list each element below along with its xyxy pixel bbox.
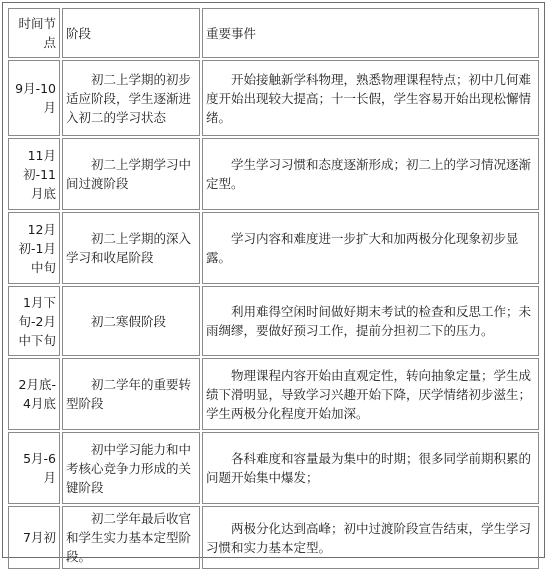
row-stage	[62, 138, 200, 210]
row-time-node: 1月下旬-2月中下旬	[8, 286, 60, 356]
row-time-node: 11月初-11月底	[8, 138, 60, 210]
table-row	[8, 432, 539, 504]
row-event-text: 两极分化达到高峰；初中过渡阶段宣告结束，学生学习习惯和实力基本定型。	[206, 520, 532, 555]
row-stage	[62, 358, 200, 430]
row-event-text: 学生学习习惯和态度逐渐形成；初二上的学习情况逐渐定型。	[206, 157, 532, 191]
table-row	[8, 506, 539, 569]
row-stage-text: 初二学年的重要转型阶段	[66, 377, 192, 411]
header-stage: 阶段	[62, 8, 200, 58]
row-time-node: 7月初	[8, 506, 60, 569]
row-stage	[62, 60, 200, 136]
row-time-node: 9月-10月	[8, 60, 60, 136]
row-stage	[62, 432, 200, 504]
row-event-text: 物理课程内容开始由直观定性，转向抽象定量；学生成绩下滑明显，导致学习兴趣开始下降，厌学情绪初步滋生；学生两极分化程度开始加深。	[206, 367, 532, 421]
header-time-node: 时间节点	[8, 8, 60, 58]
table-row	[8, 358, 539, 430]
row-time-node: 2月底-4月底	[8, 358, 60, 430]
table-row	[8, 286, 539, 356]
row-stage-text: 初二寒假阶段	[91, 313, 167, 329]
row-stage-text: 初中学习能力和中考核心竞争力形成的关键阶段	[66, 441, 192, 495]
row-stage	[62, 506, 200, 569]
header-event: 重要事件	[202, 8, 539, 58]
row-event	[202, 138, 539, 210]
row-event-text: 开始接触新学科物理，熟悉物理课程特点；初中几何难度开始出现较大提高；十一长假，学生容易开始出现松懈情绪。	[206, 71, 532, 125]
table-row	[8, 60, 539, 136]
row-event	[202, 286, 539, 356]
row-event-text: 利用难得空闲时间做好期末考试的检查和反思工作；未雨绸缪，要做好预习工作，提前分担初二下的压力。	[206, 304, 532, 338]
row-stage-text: 初二上学期的深入学习和收尾阶段	[66, 231, 192, 265]
row-event	[202, 506, 539, 569]
row-event	[202, 432, 539, 504]
row-event	[202, 212, 539, 284]
row-event-text: 各科难度和容量最为集中的时期；很多同学前期积累的问题开始集中爆发；	[206, 451, 532, 485]
schedule-table-frame	[2, 2, 545, 564]
row-stage-text: 初二上学期的初步适应阶段，学生逐渐进入初二的学习状态	[66, 71, 192, 125]
row-event-text: 学习内容和难度进一步扩大和加两极分化现象初步显露。	[206, 231, 519, 265]
row-time-node: 12月初-1月中旬	[8, 212, 60, 284]
row-event	[202, 60, 539, 136]
row-stage	[62, 286, 200, 356]
row-time-node: 5月-6月	[8, 432, 60, 504]
row-stage-text: 初二学年最后收官和学生实力基本定型阶段。	[66, 511, 192, 564]
table-header-row	[8, 8, 539, 58]
row-event	[202, 358, 539, 430]
row-stage	[62, 212, 200, 284]
row-stage-text: 初二上学期学习中间过渡阶段	[66, 157, 192, 191]
timeline-table	[6, 6, 541, 571]
table-row	[8, 212, 539, 284]
table-row	[8, 138, 539, 210]
